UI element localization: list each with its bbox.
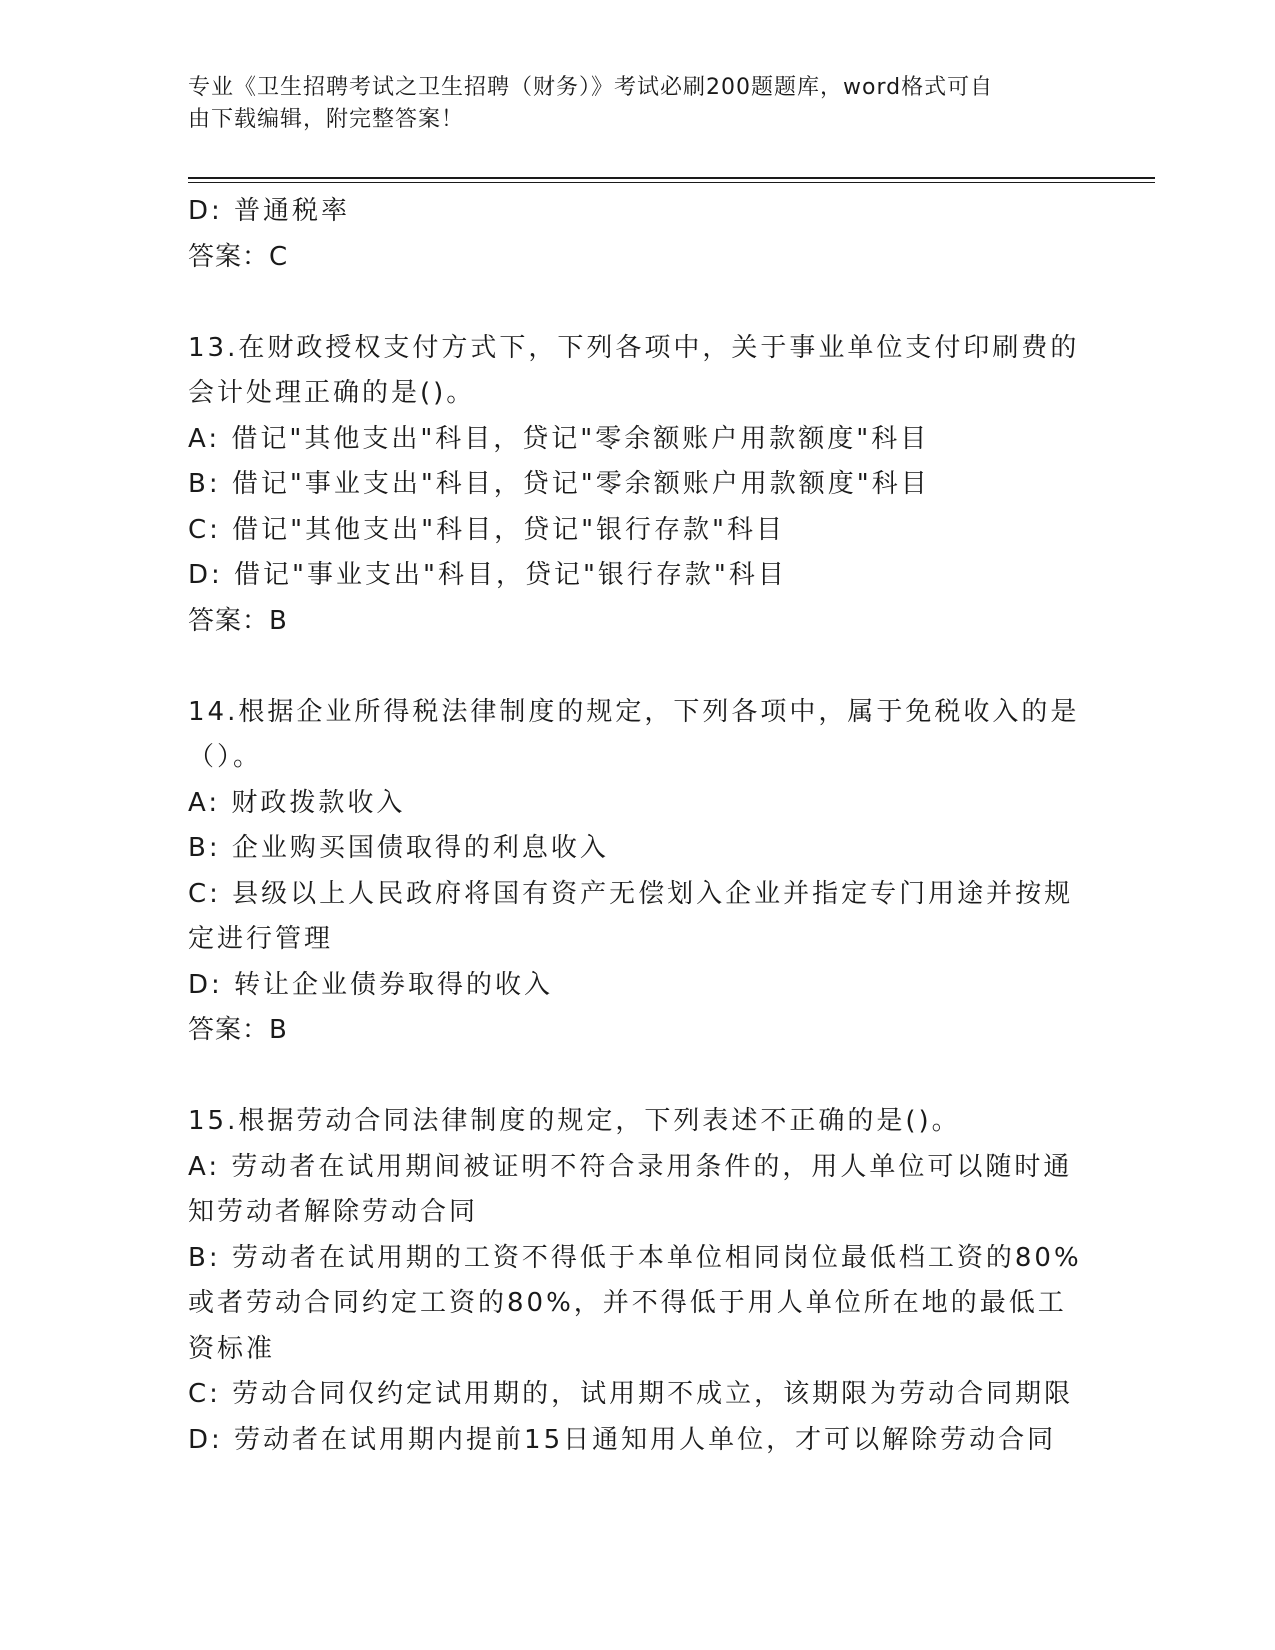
q13-option-d: D: 借记"事业支出"科目，贷记"银行存款"科目 (188, 560, 787, 590)
q15-option-b-line-3: 资标准 (188, 1333, 276, 1364)
q15-option-a-line-1: A: 劳动者在试用期间被证明不符合录用条件的，用人单位可以随时通 (188, 1151, 1073, 1182)
q15-option-d: D: 劳动者在试用期内提前15日通知用人单位，才可以解除劳动合同 (188, 1424, 1057, 1455)
q12-answer: 答案：C (188, 241, 289, 272)
q14-answer: 答案：B (188, 1015, 288, 1045)
q13-option-c: C: 借记"其他支出"科目，贷记"银行存款"科目 (188, 514, 786, 545)
q15-stem-line-1: 15.根据劳动合同法律制度的规定，下列表述不正确的是()。 (188, 1106, 961, 1136)
header-divider-thick (188, 177, 1155, 179)
question-spacer (188, 1054, 1088, 1100)
q13-option-a: A: 借记"其他支出"科目，贷记"零余额账户用款额度"科目 (188, 423, 930, 454)
q13-stem-line-2: 会计处理正确的是()。 (188, 378, 476, 408)
header-line-1: 专业《卫生招聘考试之卫生招聘（财务）》考试必刷200题题库，word格式可自 (188, 75, 994, 100)
q15-option-b-line-1: B: 劳动者在试用期的工资不得低于本单位相同岗位最低档工资的80% (188, 1242, 1082, 1273)
q12-option-d: D: 普通税率 (188, 196, 351, 226)
q13-option-b: B: 借记"事业支出"科目，贷记"零余额账户用款额度"科目 (188, 469, 930, 499)
question-13 (188, 326, 1088, 645)
q14-option-d: D: 转让企业债券取得的收入 (188, 969, 554, 1000)
q15-option-b-line-2: 或者劳动合同约定工资的80%，并不得低于用人单位所在地的最低工 (188, 1288, 1067, 1318)
q14-option-b: B: 企业购买国债取得的利息收入 (188, 833, 609, 863)
q15-option-a-line-2: 知劳动者解除劳动合同 (188, 1197, 479, 1227)
question-14 (188, 690, 1088, 1054)
header-divider-thin (188, 182, 1155, 183)
q13-answer: 答案：B (188, 605, 288, 636)
question-spacer (188, 280, 1088, 326)
q14-stem-line-2: （）。 (188, 742, 263, 772)
q14-option-c-line-2: 定进行管理 (188, 924, 334, 954)
q14-option-a: A: 财政拨款收入 (188, 787, 406, 818)
header-line-2: 由下载编辑，附完整答案！ (188, 107, 465, 132)
document-header (188, 72, 1068, 136)
q13-stem-line-1: 13.在财政授权支付方式下，下列各项中，关于事业单位支付印刷费的 (188, 332, 1080, 363)
question-spacer (188, 644, 1088, 690)
question-content (188, 189, 1088, 1463)
q14-stem-line-1: 14.根据企业所得税法律制度的规定，下列各项中，属于免税收入的是 (188, 696, 1080, 727)
q14-option-c-line-1: C: 县级以上人民政府将国有资产无偿划入企业并指定专门用途并按规 (188, 878, 1074, 909)
question-15 (188, 1099, 1088, 1463)
q15-option-c: C: 劳动合同仅约定试用期的，试用期不成立，该期限为劳动合同期限 (188, 1379, 1074, 1409)
